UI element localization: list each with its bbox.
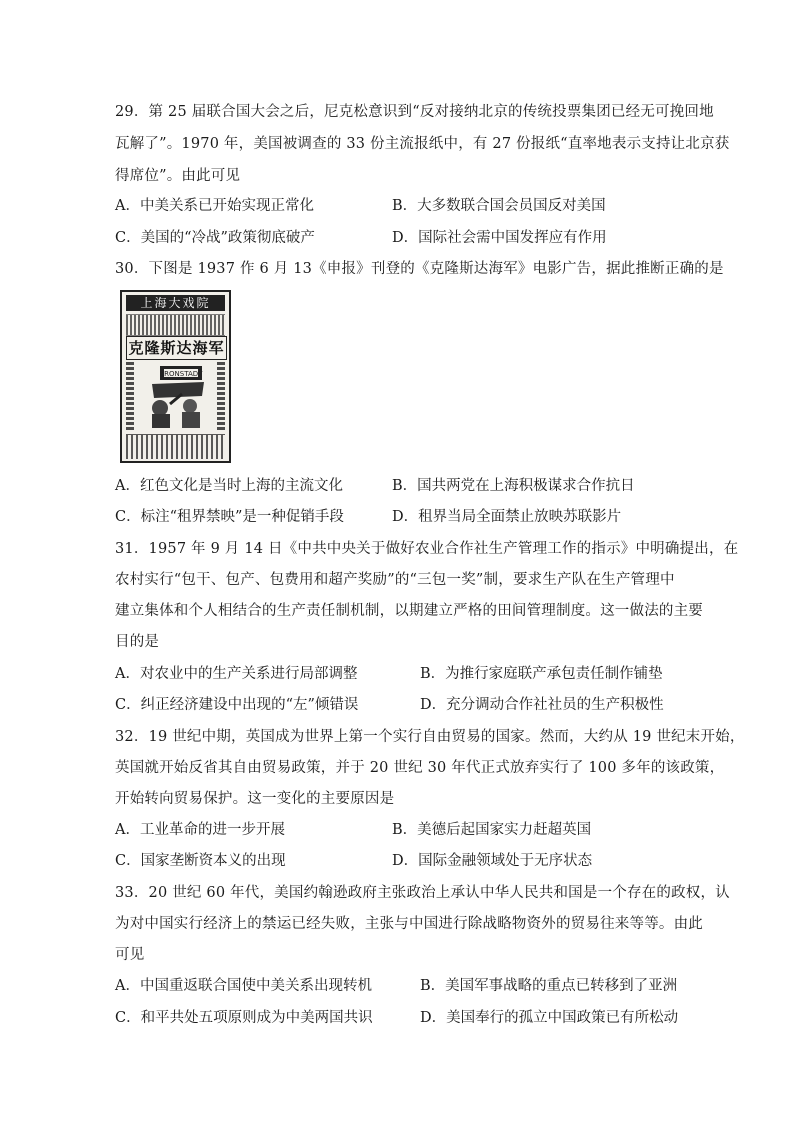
question-29-option-d: D．国际社会需中国发挥应有作用 (392, 230, 607, 246)
poster-right-text-column (217, 362, 225, 430)
question-30-option-d: D．租界当局全面禁止放映苏联影片 (392, 509, 622, 525)
question-32-option-b: B．美德后起国家实力赶超英国 (392, 822, 592, 838)
question-29-line-1: 29．第 25 届联合国大会之后，尼克松意识到“反对接纳北京的传统投票集团已经无可挽回地 (115, 104, 714, 120)
movie-ad-poster-image (120, 290, 231, 463)
poster-cinema-name: 上海大戏院 (126, 295, 225, 311)
poster-bottom-print (126, 434, 225, 459)
question-31-option-a: A．对农业中的生产关系进行局部调整 (115, 666, 358, 682)
question-31-line-1: 31．1957 年 9 月 14 日《中共中央关于做好农业合作社生产管理工作的指示》中明确提出，在 (115, 541, 739, 557)
question-33-option-d: D．美国奉行的孤立中国政策已有所松动 (420, 1010, 679, 1026)
question-33-line-2: 为对中国实行经济上的禁运已经失败，主张与中国进行除战略物资外的贸易往来等等。由此 (115, 916, 703, 932)
question-30-option-a: A．红色文化是当时上海的主流文化 (115, 478, 343, 494)
question-29-option-a: A．中美关系已开始实现正常化 (115, 198, 314, 214)
poster-small-print (126, 314, 225, 336)
question-29-option-b: B．大多数联合国会员国反对美国 (392, 198, 606, 214)
question-30-line-1: 30．下图是 1937 作 6 月 13《申报》刊登的《克隆斯达海军》电影广告，据此推断正确的是 (115, 261, 724, 277)
question-31-line-2: 农村实行“包干、包产、包费用和超产奖励”的“三包一奖”制，要求生产队在生产管理中 (115, 572, 675, 588)
question-30-option-c: C．标注“租界禁映”是一种促销手段 (115, 509, 344, 525)
question-32-line-2: 英国就开始反省其自由贸易政策，并于 20 世纪 30 年代正式放弃实行了 100 多年的该政策， (115, 760, 725, 776)
question-31-line-3: 建立集体和个人相结合的生产责任制机制，以期建立严格的田间管理制度。这一做法的主要 (115, 603, 703, 619)
question-32-line-3: 开始转向贸易保护。这一变化的主要原因是 (115, 791, 395, 807)
question-29-option-c: C．美国的“冷战”政策彻底破产 (115, 230, 315, 246)
question-33-option-a: A．中国重返联合国使中美关系出现转机 (115, 978, 372, 994)
question-31-option-b: B．为推行家庭联产承包责任制作铺垫 (420, 666, 663, 682)
question-32-option-c: C．国家垄断资本义的出现 (115, 853, 286, 869)
question-29-line-3: 得席位”。由此可见 (115, 168, 241, 184)
question-31-line-4: 目的是 (115, 634, 160, 650)
poster-illustration (142, 364, 210, 430)
poster-film-title: 克隆斯达海军 (126, 336, 227, 360)
question-29-line-2: 瓦解了”。1970 年，美国被调查的 33 份主流报纸中，有 27 份报纸“直率地表示支持让北京获 (115, 136, 730, 152)
question-32-option-d: D．国际金融领域处于无序状态 (392, 853, 593, 869)
question-33-line-3: 可见 (115, 947, 145, 963)
question-32-line-1: 32．19 世纪中期，英国成为世界上第一个实行自由贸易的国家。然而，大约从 19 世纪末开始， (115, 729, 745, 745)
question-33-line-1: 33．20 世纪 60 年代，美国约翰逊政府主张政治上承认中华人民共和国是一个存在的政权，认 (115, 885, 730, 901)
question-33-option-b: B．美国军事战略的重点已转移到了亚洲 (420, 978, 678, 994)
svg-text:KRONSTADT: KRONSTADT (159, 370, 203, 378)
question-31-option-d: D．充分调动合作社社员的生产积极性 (420, 697, 664, 713)
question-33-option-c: C．和平共处五项原则成为中美两国共识 (115, 1010, 373, 1026)
poster-left-text-column (126, 362, 134, 430)
question-31-option-c: C．纠正经济建设中出现的“左”倾错误 (115, 697, 359, 713)
question-30-option-b: B．国共两党在上海积极谋求合作抗日 (392, 478, 635, 494)
question-32-option-a: A．工业革命的进一步开展 (115, 822, 285, 838)
